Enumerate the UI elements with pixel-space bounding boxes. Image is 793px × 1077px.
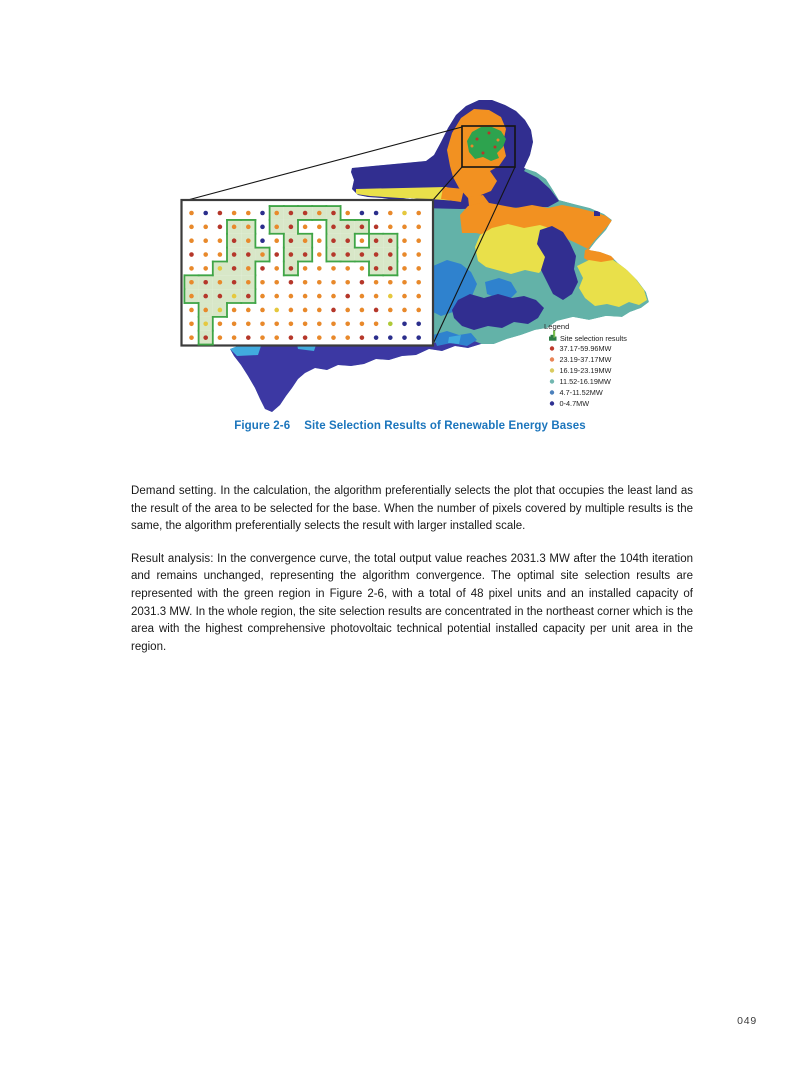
legend-dot-3 (550, 379, 554, 383)
legend-dot-1 (550, 357, 554, 361)
legend-title: Legend (544, 322, 570, 331)
site-selection-icon (549, 331, 557, 341)
figure-caption-title: Site Selection Results of Renewable Energy Bases (304, 420, 586, 432)
legend-dot-5 (550, 401, 554, 405)
legend-label-1: 23.19-37.17MW (559, 355, 612, 364)
paragraph-body: In the convergence curve, the total output value reaches 2031.3 MW after the 104th iteration and remains unchanged, representing the algorithm convergence. The optimal site selection results are represented with the green region in Figure 2-6, with a total of 48 pixel units and an installed capacity of 2031.3 MW. In the whole region, the site selection results are concentrated in the northeast corner which is the area with the highest comprehensive photovoltaic technical potential installed capacity per unit area in the region. (131, 552, 693, 653)
paragraph-lead: Result analysis: (131, 552, 214, 565)
map-legend (544, 322, 627, 408)
legend-site-label: Site selection results (560, 334, 627, 343)
legend-label-5: 0-4.7MW (559, 399, 590, 408)
paragraph-lead: Demand setting. (131, 485, 217, 497)
figure-2-6 (170, 95, 670, 420)
legend-label-2: 16.19-23.19MW (559, 366, 612, 375)
figure-caption (130, 420, 690, 432)
paragraph-demand-setting (131, 483, 693, 536)
legend-label-4: 4.7-11.52MW (559, 388, 603, 397)
inset-grid-panel (182, 200, 434, 346)
legend-dot-0 (550, 346, 554, 350)
paragraph-body: In the calculation, the algorithm preferentially selects the plot that occupies the least land as the result of the area to be selected for the base. When the number of pixels covered by multiple results is the same, the algorithm preferentially selects the result with larger installed scale. (131, 485, 693, 533)
legend-label-3: 11.52-16.19MW (559, 377, 611, 386)
figure-caption-label: Figure 2-6 (234, 420, 291, 432)
page-number: 049 (737, 1015, 757, 1027)
paragraph-result-analysis (131, 551, 693, 657)
body-text (131, 483, 693, 656)
legend-dot-2 (550, 368, 554, 372)
legend-label-0: 37.17-59.96MW (559, 344, 612, 353)
legend-dot-4 (550, 390, 554, 394)
site-selection-map-figure (170, 95, 670, 420)
